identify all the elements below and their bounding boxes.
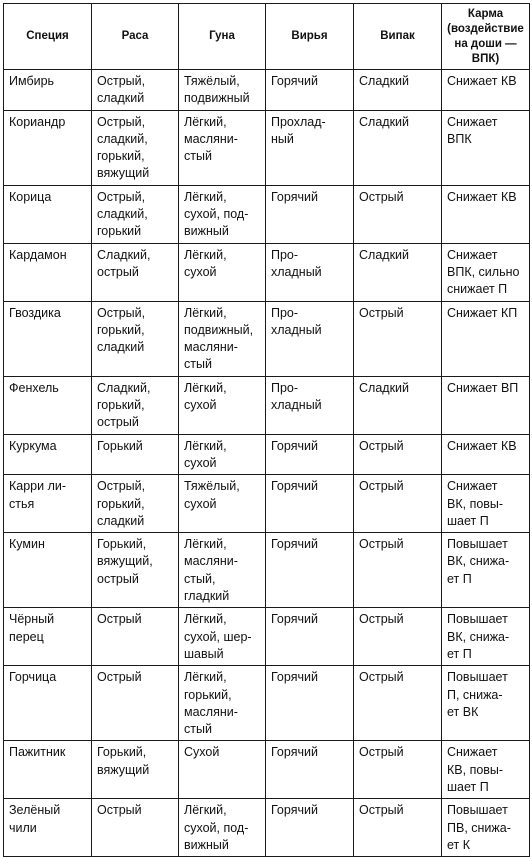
- cell-vipak: [354, 376, 442, 434]
- cell-text: Снижает КВ: [447, 438, 517, 453]
- cell-text: Острый: [97, 803, 142, 818]
- cell-text: Острый: [359, 438, 404, 453]
- column-header-label: Випак: [380, 30, 415, 42]
- cell-text: Острый: [359, 670, 404, 685]
- cell-text: Чёрный перец: [9, 612, 55, 644]
- cell-spice: [4, 110, 92, 185]
- cell-text: Корица: [9, 189, 52, 204]
- column-header-label: Гуна: [209, 30, 235, 42]
- cell-spice: [4, 533, 92, 608]
- cell-text: Имбирь: [9, 74, 55, 88]
- cell-text: Снижает ВК, повы- шает П: [447, 479, 504, 528]
- cell-spice: [4, 608, 92, 666]
- spice-table: [3, 3, 530, 857]
- column-header-label: Вирья: [291, 30, 328, 42]
- cell-rasa: [92, 434, 179, 475]
- cell-text: Лёгкий, сухой: [184, 380, 227, 413]
- cell-text: Сладкий: [359, 380, 409, 395]
- cell-text: Лёгкий, сухой: [184, 247, 227, 279]
- cell-guna: [179, 301, 266, 376]
- cell-text: Повышает П, снижа- ет ВК: [447, 670, 508, 719]
- cell-text: Сладкий: [359, 74, 409, 88]
- cell-text: Повышает ПВ, снижа- ет К: [447, 803, 511, 852]
- table-row: [4, 475, 530, 533]
- cell-text: Сладкий, горький, острый: [97, 380, 151, 430]
- cell-text: Лёгкий, масляни- стый, гладкий: [184, 537, 238, 604]
- cell-guna: [179, 434, 266, 475]
- cell-text: Про- хладный: [271, 247, 322, 279]
- cell-text: Острый: [359, 612, 404, 627]
- cell-guna: [179, 185, 266, 243]
- table-row: [4, 799, 530, 857]
- cell-rasa: [92, 799, 179, 857]
- cell-text: Горчица: [9, 670, 57, 685]
- header-vipak: [354, 4, 442, 70]
- cell-text: Острый: [359, 189, 404, 204]
- cell-guna: [179, 533, 266, 608]
- cell-text: Лёгкий, масляни- стый: [184, 114, 238, 164]
- cell-virya: [266, 376, 354, 434]
- cell-rasa: [92, 608, 179, 666]
- cell-virya: [266, 301, 354, 376]
- cell-text: Карри ли- стья: [9, 479, 67, 511]
- cell-spice: [4, 434, 92, 475]
- cell-text: Лёгкий, сухой: [184, 438, 227, 470]
- cell-text: Острый, сладкий, горький, вяжущий: [97, 114, 150, 181]
- cell-text: Горячий: [271, 745, 318, 760]
- cell-guna: [179, 376, 266, 434]
- cell-karma: [442, 666, 530, 741]
- cell-text: Горячий: [271, 74, 318, 88]
- cell-rasa: [92, 110, 179, 185]
- cell-spice: [4, 301, 92, 376]
- cell-karma: [442, 70, 530, 111]
- header-karma: [442, 4, 530, 70]
- cell-vipak: [354, 475, 442, 533]
- cell-rasa: [92, 243, 179, 301]
- cell-rasa: [92, 376, 179, 434]
- cell-text: Тяжёлый, сухой: [184, 479, 240, 511]
- cell-text: Про- хладный: [271, 380, 322, 413]
- cell-text: Горячий: [271, 803, 318, 818]
- cell-karma: [442, 475, 530, 533]
- cell-vipak: [354, 608, 442, 666]
- cell-text: Сухой: [184, 745, 220, 760]
- header-virya: [266, 4, 354, 70]
- cell-text: Снижает ВПК: [447, 114, 498, 146]
- cell-text: Фенхель: [9, 380, 59, 395]
- cell-text: Куркума: [9, 438, 57, 453]
- cell-text: Повышает ВК, снижа- ет П: [447, 612, 510, 661]
- table-row: [4, 70, 530, 111]
- cell-spice: [4, 376, 92, 434]
- cell-virya: [266, 243, 354, 301]
- table-row: [4, 301, 530, 376]
- table-header: [4, 4, 530, 70]
- header-row: [4, 4, 530, 70]
- cell-vipak: [354, 799, 442, 857]
- cell-vipak: [354, 110, 442, 185]
- cell-text: Лёгкий, горький, масляни- стый: [184, 670, 238, 737]
- cell-text: Лёгкий, подвижный, масляни- стый: [184, 305, 254, 372]
- cell-spice: [4, 185, 92, 243]
- table-row: [4, 243, 530, 301]
- cell-text: Снижает КВ: [447, 74, 517, 88]
- cell-guna: [179, 243, 266, 301]
- cell-text: Лёгкий, сухой, шер- шавый: [184, 612, 252, 661]
- cell-vipak: [354, 666, 442, 741]
- cell-text: Сладкий: [359, 114, 409, 129]
- cell-guna: [179, 608, 266, 666]
- cell-karma: [442, 376, 530, 434]
- cell-text: Лёгкий, сухой, под- вижный: [184, 803, 249, 852]
- cell-text: Острый: [97, 670, 142, 685]
- cell-vipak: [354, 70, 442, 111]
- cell-text: Пажитник: [9, 745, 66, 760]
- cell-guna: [179, 70, 266, 111]
- cell-text: Горький, вяжущий, острый: [97, 537, 153, 586]
- cell-rasa: [92, 475, 179, 533]
- cell-spice: [4, 475, 92, 533]
- cell-virya: [266, 475, 354, 533]
- cell-text: Зелёный чили: [9, 803, 61, 835]
- cell-text: Кумин: [9, 537, 45, 552]
- cell-text: Гвоздика: [9, 305, 61, 320]
- cell-text: Острый: [359, 745, 404, 760]
- table-row: [4, 666, 530, 741]
- header-rasa: [92, 4, 179, 70]
- cell-text: Кардамон: [9, 247, 67, 262]
- header-guna: [179, 4, 266, 70]
- cell-spice: [4, 70, 92, 111]
- cell-vipak: [354, 243, 442, 301]
- cell-text: Кориандр: [9, 114, 66, 129]
- cell-guna: [179, 110, 266, 185]
- cell-vipak: [354, 301, 442, 376]
- cell-text: Горький, вяжущий: [97, 745, 150, 777]
- cell-text: Снижает КП: [447, 305, 518, 320]
- cell-text: Про- хладный: [271, 305, 322, 337]
- cell-virya: [266, 533, 354, 608]
- cell-vipak: [354, 533, 442, 608]
- cell-vipak: [354, 185, 442, 243]
- cell-rasa: [92, 666, 179, 741]
- column-header-label: Специя: [26, 30, 69, 42]
- cell-karma: [442, 301, 530, 376]
- cell-karma: [442, 434, 530, 475]
- cell-text: Горячий: [271, 612, 318, 627]
- cell-virya: [266, 799, 354, 857]
- cell-text: Острый: [359, 479, 404, 494]
- cell-text: Снижает ВПК, сильно снижает П: [447, 247, 520, 297]
- cell-text: Снижает ВП: [447, 380, 519, 395]
- cell-guna: [179, 799, 266, 857]
- table-row: [4, 185, 530, 243]
- cell-text: Острый: [359, 803, 404, 818]
- cell-text: Горячий: [271, 537, 318, 552]
- cell-text: Горячий: [271, 189, 318, 204]
- cell-text: Острый, сладкий: [97, 74, 146, 106]
- table-row: [4, 376, 530, 434]
- cell-text: Сладкий, острый: [97, 247, 151, 279]
- cell-text: Лёгкий, сухой, под- вижный: [184, 189, 249, 239]
- column-header-label: Раса: [121, 30, 149, 42]
- cell-text: Острый, горький, сладкий: [97, 479, 146, 528]
- column-header-label: Карма (воздействие на доши — ВПК): [447, 7, 524, 65]
- cell-karma: [442, 741, 530, 799]
- cell-virya: [266, 741, 354, 799]
- cell-text: Острый: [359, 537, 404, 552]
- cell-text: Горячий: [271, 670, 318, 685]
- cell-text: Горячий: [271, 438, 318, 453]
- cell-spice: [4, 799, 92, 857]
- table-row: [4, 434, 530, 475]
- cell-karma: [442, 185, 530, 243]
- cell-virya: [266, 185, 354, 243]
- cell-guna: [179, 666, 266, 741]
- cell-virya: [266, 608, 354, 666]
- cell-rasa: [92, 533, 179, 608]
- cell-vipak: [354, 741, 442, 799]
- table-row: [4, 533, 530, 608]
- cell-guna: [179, 741, 266, 799]
- cell-text: Горький: [97, 438, 143, 453]
- cell-text: Прохлад- ный: [271, 114, 326, 146]
- cell-karma: [442, 608, 530, 666]
- cell-text: Снижает КВ: [447, 189, 517, 204]
- cell-text: Горячий: [271, 479, 318, 494]
- cell-virya: [266, 70, 354, 111]
- cell-karma: [442, 110, 530, 185]
- cell-guna: [179, 475, 266, 533]
- cell-karma: [442, 533, 530, 608]
- cell-karma: [442, 243, 530, 301]
- table-row: [4, 110, 530, 185]
- cell-virya: [266, 666, 354, 741]
- cell-rasa: [92, 70, 179, 111]
- cell-text: Острый: [97, 612, 142, 627]
- cell-spice: [4, 666, 92, 741]
- table-row: [4, 608, 530, 666]
- cell-text: Тяжёлый, подвижный: [184, 74, 250, 106]
- cell-rasa: [92, 301, 179, 376]
- cell-rasa: [92, 741, 179, 799]
- table-row: [4, 741, 530, 799]
- cell-spice: [4, 741, 92, 799]
- cell-text: Сладкий: [359, 247, 409, 262]
- cell-text: Острый, горький, сладкий: [97, 305, 146, 355]
- cell-karma: [442, 799, 530, 857]
- cell-text: Повышает ВК, снижа- ет П: [447, 537, 510, 586]
- table-body: [4, 70, 530, 857]
- cell-vipak: [354, 434, 442, 475]
- cell-virya: [266, 110, 354, 185]
- cell-text: Снижает КВ, повы- шает П: [447, 745, 504, 794]
- header-spice: [4, 4, 92, 70]
- cell-text: Острый: [359, 305, 404, 320]
- cell-virya: [266, 434, 354, 475]
- cell-rasa: [92, 185, 179, 243]
- cell-text: Острый, сладкий, горький: [97, 189, 148, 239]
- cell-spice: [4, 243, 92, 301]
